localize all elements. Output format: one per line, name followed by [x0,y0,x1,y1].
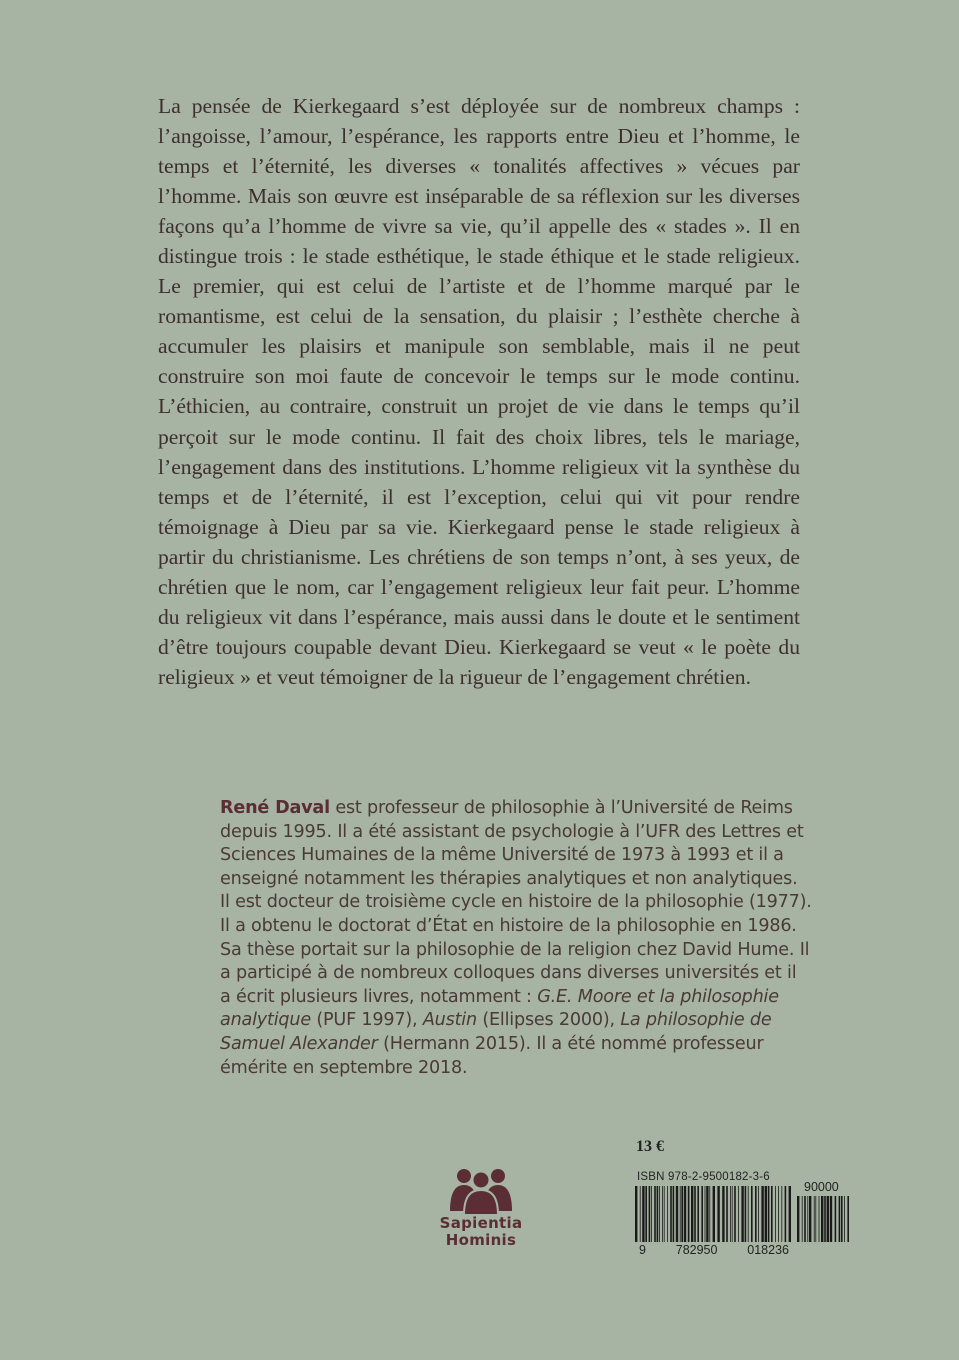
barcode-bar [748,1186,749,1242]
barcode-bar [819,1196,820,1242]
author-name: René Daval [220,798,330,818]
barcode-bar [676,1186,678,1242]
barcode-bar [694,1186,696,1242]
publisher-logo [435,1163,527,1263]
barcode-bar [681,1186,683,1242]
barcode-bar [635,1186,637,1242]
barcode-bar [654,1186,656,1242]
barcode-bar [640,1186,641,1242]
barcode-bar [741,1186,743,1242]
barcode-bar [706,1186,708,1242]
bio-text-2: (PUF 1997), [310,1010,423,1031]
barcode-bar [701,1186,703,1242]
barcode-bar [797,1196,799,1242]
barcode-bar [722,1186,724,1242]
book-title-austin: Austin [422,1010,477,1031]
bio-paragraph [220,797,812,1080]
bio-text-3: (Ellipses 2000), [476,1010,621,1031]
barcode-bar [670,1186,672,1242]
barcode-bar [814,1196,815,1242]
barcode-bar [778,1186,779,1242]
barcode-bar [768,1186,770,1242]
barcode-bar [815,1196,816,1242]
barcode-bar [680,1186,681,1242]
barcode-digit-first: 9 [639,1243,646,1257]
barcode-bar [732,1186,733,1242]
barcode-bar [751,1186,753,1242]
barcode-bar [804,1196,806,1242]
barcode-bar [827,1196,829,1242]
barcode-bar [684,1186,686,1242]
barcode-bar [657,1186,659,1242]
barcode-bar [697,1186,699,1242]
barcode-bar [830,1196,832,1242]
barcode-bar [645,1186,647,1242]
barcode-bar [775,1186,776,1242]
barcode-bar [659,1186,660,1242]
barcode-bar [642,1186,644,1242]
bio-text-4: (Hermann 2015). Il a été nommé professeur émérite en septembre 2018. [220,1033,764,1078]
barcode-bar [807,1196,808,1242]
barcode-bar [835,1196,837,1242]
barcode-bar [844,1196,845,1242]
barcode-bar [824,1196,826,1242]
barcode-bar [821,1196,823,1242]
barcode-bar [809,1196,811,1242]
barcode-bar [755,1186,757,1242]
barcode-digit-group-1: 782950 [675,1243,718,1257]
barcode-bar [673,1186,675,1242]
barcode-bar [802,1196,803,1242]
barcode-bar [785,1186,787,1242]
barcode-bar [705,1186,706,1242]
barcode-bar [667,1186,668,1242]
publisher-name-line-1: Sapientia [439,1214,523,1232]
bio-text-1: est professeur de philosophie à l’Université de Reims depuis 1995. Il a été assistant de psychologie à l’UFR des Lettres et Sciences Humaines de la même Université de 1973 à 1993 et il a enseigné notamment les thérapies analytiques et non analytiques. Il est docteur de troisième cycle en histoire de la philosophie (1977). Il a obtenu le doctorat d’État en histoire de la philosophie en 1986. Sa thèse portait sur la philosophie de la religion chez David Hume. Il a participé à de nombreux colloques dans diverses universités et il a écrit plusieurs livres, notamment : [220,798,812,1007]
price-label: 13 € [636,1138,664,1155]
barcode-bar [847,1196,849,1242]
barcode-bar [691,1186,693,1242]
barcode-bar [649,1186,651,1242]
barcode-digits [639,1243,789,1257]
barcode-bar [841,1196,843,1242]
barcode-bar [662,1186,663,1242]
barcode-bar [709,1186,710,1242]
book-title-alexander: La philosophie de Samuel Alexander [220,1010,772,1054]
isbn-barcode [635,1186,791,1242]
barcode-bar [771,1186,773,1242]
author-biography [220,797,812,1080]
isbn-addon-code: 90000 [804,1180,839,1194]
barcode-bar [839,1196,841,1242]
barcode-bar [651,1186,652,1242]
barcode-bar [738,1186,739,1242]
book-title-moore: G.E. Moore et la philosophie analytique [220,986,779,1031]
isbn-label: ISBN 978-2-9500182-3-6 [637,1171,770,1183]
barcode-bar [717,1186,719,1242]
barcode-bar [758,1186,759,1242]
barcode-bar [726,1186,728,1242]
barcode-bar [761,1186,763,1242]
back-cover-summary [158,91,800,692]
barcode-bar [765,1186,767,1242]
people-group-icon [447,1163,515,1215]
summary-paragraph: La pensée de Kierkegaard s’est déployée sur de nombreux champs : l’angoisse, l’amour, l’espérance, les rapports entre Dieu et l’homme, le temps et l’éternité, les diverses « tonalités affectives » vécues par l’homme. Mais son œuvre est inséparable de sa réflexion sur les diverses façons qu’a l’homme de vivre sa vie, qu’il appelle des « stades ». Il en distingue trois : le stade esthétique, le stade éthique et le stade religieux. Le premier, qui est celui de l’artiste et de l’homme marqué par le romantisme, est celui de la sensation, du plaisir ; l’esthète cherche à accumuler les plaisirs et manipule son semblable, mais il ne peut construire son moi faute de concevoir le temps sur le mode continu. L’éthicien, au contraire, construit un projet de vie dans le temps qu’il perçoit sur le mode continu. Il fait des choix libres, tels le mariage, l’engagement dans des institutions. L’homme religieux vit la synthèse du temps et de l’éternité, il est l’exception, celui qui vit pour rendre témoignage à Dieu par sa vie. Kierkegaard pense le stade religieux à partir du christianisme. Les chrétiens de son temps n’ont, à ses yeux, de chrétien que le nom, car l’engagement religieux leur fait peur. L’homme du religieux vit dans l’espérance, mais aussi dans le doute et le sentiment d’être toujours coupable devant Dieu. Kierkegaard se veut « le poète du religieux » et veut témoigner de la rigueur de l’engagement chrétien. [158,94,800,689]
barcode-digit-group-2: 018236 [747,1243,789,1257]
addon-barcode [797,1196,849,1242]
barcode-bar [734,1186,736,1242]
barcode-bar [713,1186,715,1242]
barcode-bar [789,1186,791,1242]
barcode-bar [781,1186,782,1242]
barcode-bar [664,1186,665,1242]
barcode-bar [688,1186,690,1242]
barcode-bar [730,1186,731,1242]
barcode-bar [745,1186,747,1242]
publisher-name-line-2: Hominis [445,1231,517,1249]
